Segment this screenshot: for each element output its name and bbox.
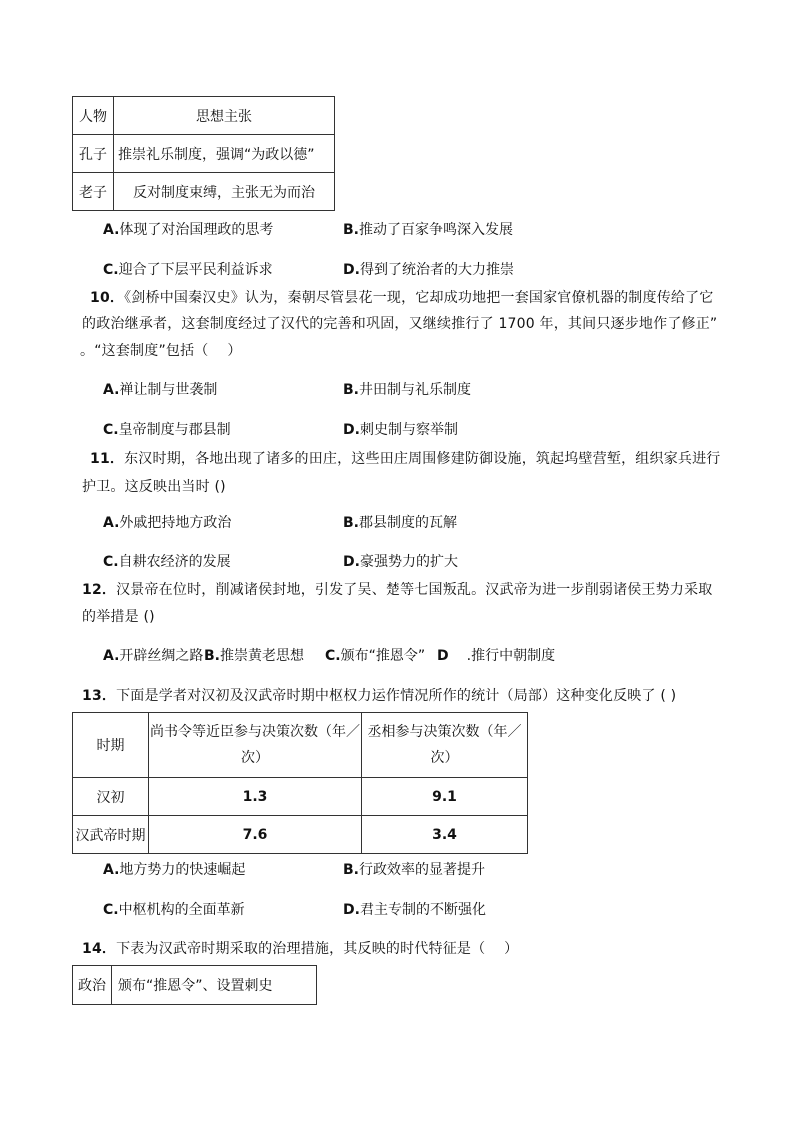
table-row [73,713,528,778]
q9-option-a[interactable]: A.体现了对治国理政的思考 [103,222,274,238]
q13-option-b[interactable]: B.行政效率的显著提升 [343,862,485,878]
q12-stem-line2: 的举措是 () [82,609,155,625]
table-header-cell: 丞相参与决策次数（年／ 次） [362,713,528,778]
table-row [73,966,317,1005]
q11-option-c[interactable]: C.自耕农经济的发展 [103,554,231,570]
q9-option-d[interactable]: D.得到了统治者的大力推崇 [343,262,514,278]
q14-table [72,965,317,1005]
table-cell: 推崇礼乐制度，强调“为政以德” [114,135,335,173]
table-cell: 老子 [73,173,114,211]
q9-table [72,96,335,211]
table-cell: 政治 [73,966,112,1005]
q12-stem-line1: 12．汉景帝在位时，削减诸侯封地，引发了吴、楚等七国叛乱。汉武帝为进一步削弱诸侯王势力采取 [82,582,713,598]
q9-option-c[interactable]: C.迎合了下层平民利益诉求 [103,262,273,278]
q13-option-d[interactable]: D.君主专制的不断强化 [343,902,486,918]
table-header-cell: 思想主张 [114,97,335,135]
q12-option-c[interactable]: C.颁布“推恩令” [325,648,426,664]
q11-option-d[interactable]: D.豪强势力的扩大 [343,554,458,570]
q11-option-a[interactable]: A.外戚把持地方政治 [103,515,232,531]
table-header-cell: 尚书令等近臣参与决策次数（年／ 次） [149,713,362,778]
q10-stem-line3: 。“这套制度”包括（ ） [80,343,242,359]
q12-option-b[interactable]: B.推崇黄老思想 [204,648,304,664]
table-row [73,778,528,816]
q11-stem-line2: 护卫。这反映出当时 () [82,479,226,495]
table-cell: 3.4 [362,816,528,854]
table-cell: 1.3 [149,778,362,816]
table-row [73,135,335,173]
q10-option-c[interactable]: C.皇帝制度与郡县制 [103,422,231,438]
q12-option-d[interactable]: D .推行中朝制度 [437,648,556,664]
table-cell: 反对制度束缚，主张无为而治 [114,173,335,211]
q13-stem: 13．下面是学者对汉初及汉武帝时期中枢权力运作情况所作的统计（局部）这种变化反映了 ( ) [82,688,677,704]
table-cell: 9.1 [362,778,528,816]
q10-stem-line2: 的政治继承者，这套制度经过了汉代的完善和巩固，又继续推行了 1700 年，其间只逐步地作了修正” [82,316,718,332]
q12-option-a[interactable]: A.开辟丝绸之路 [103,648,204,664]
table-header-cell: 人物 [73,97,114,135]
table-cell: 汉初 [73,778,149,816]
q9-option-b[interactable]: B.推动了百家争鸣深入发展 [343,222,513,238]
table-header-cell: 时期 [73,713,149,778]
q11-stem-line1: 11．东汉时期，各地出现了诸多的田庄，这些田庄周围修建防御设施，筑起坞壁营堑，组织家兵进行 [90,451,721,467]
q10-option-d[interactable]: D.刺史制与察举制 [343,422,458,438]
table-row [73,173,335,211]
table-cell: 颁布“推恩令”、设置刺史 [112,966,317,1005]
table-row [73,97,335,135]
q11-option-b[interactable]: B.郡县制度的瓦解 [343,515,457,531]
q13-option-c[interactable]: C.中枢机构的全面革新 [103,902,245,918]
q10-stem-line1: 10．《剑桥中国秦汉史》认为，秦朝尽管昙花一现，它却成功地把一套国家官僚机器的制度传给了它 [90,290,714,306]
table-cell: 孔子 [73,135,114,173]
q10-option-b[interactable]: B.井田制与礼乐制度 [343,382,471,398]
q10-option-a[interactable]: A.禅让制与世袭制 [103,382,218,398]
q13-option-a[interactable]: A.地方势力的快速崛起 [103,862,246,878]
table-row [73,816,528,854]
table-cell: 7.6 [149,816,362,854]
q14-stem: 14．下表为汉武帝时期采取的治理措施，其反映的时代特征是（ ） [82,941,519,957]
table-cell: 汉武帝时期 [73,816,149,854]
q13-table [72,712,528,854]
